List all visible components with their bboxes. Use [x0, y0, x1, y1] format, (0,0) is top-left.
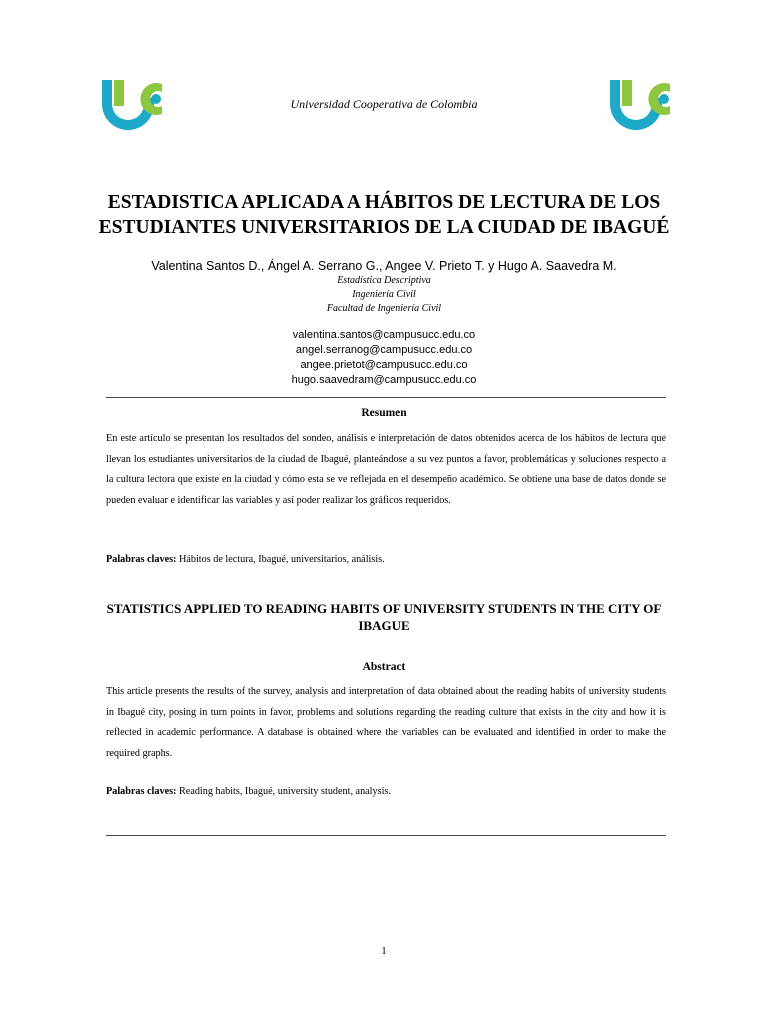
affiliation-line: Facultad de Ingeniería Civil: [326, 303, 442, 314]
email: valentina.santos@campusucc.edu.co: [292, 329, 476, 341]
resumen-body: En este artículo se presentan los resultados del sondeo, análisis e interpretación de datos obtenidos acerca de los hábitos de lectura que llevan los estudiantes universitarios de la ciudad de Ibagué, planteándose a su vez puntos a favor, problemáticas y soluciones respecto a la cultura lectora que existe en la ciudad y cómo esta se ve reflejada en el desempeño académico. Se obtiene una base de datos donde se pueden evaluar e identificar las variables y así poder realizar los gráficos requeridos.: [106, 433, 666, 506]
page-number: 1: [381, 945, 387, 957]
keywords-en: [106, 786, 666, 797]
abstract-body: This article presents the results of the survey, analysis and interpretation of data obtained about the reading habits of university students in Ibagué city, posing in turn points in favor, problems and solutions regarding the reading culture that exists in the city and how it is reflected in academic performance. A database is obtained where the variables can be evaluated and identified in order to make the required graphs.: [106, 686, 666, 759]
affiliation: [0, 274, 768, 316]
divider: [106, 397, 666, 398]
university-logo-right: [606, 74, 670, 134]
email: angee.prietot@campusucc.edu.co: [300, 359, 468, 371]
keywords-list: Hábitos de lectura, Ibagué, universitarios, análisis.: [176, 554, 385, 565]
email: hugo.saavedram@campusucc.edu.co: [291, 374, 477, 386]
authors: Valentina Santos D., Ángel A. Serrano G., Angee V. Prieto T. y Hugo A. Saavedra M.: [151, 259, 617, 273]
affiliation-line: Estadística Descriptiva: [337, 275, 431, 286]
divider: [106, 835, 666, 836]
keywords-list: Reading habits, Ibagué, university student, analysis.: [176, 786, 391, 797]
paper-title-line: ESTUDIANTES UNIVERSITARIOS DE LA CIUDAD DE IBAGUÉ: [98, 217, 670, 238]
paper-title: [60, 190, 708, 240]
resumen-heading: Resumen: [361, 407, 407, 419]
email: angel.serranog@campusucc.edu.co: [295, 344, 473, 356]
author-emails: [0, 328, 768, 388]
university-name: Universidad Cooperativa de Colombia: [290, 97, 478, 111]
abstract-heading: Abstract: [362, 661, 406, 673]
keywords-label: Palabras claves:: [106, 554, 177, 565]
affiliation-line: Ingeniería Civil: [352, 289, 416, 300]
english-title-line: IBAGUE: [358, 618, 410, 633]
keywords-label: Palabras claves:: [106, 786, 177, 797]
english-title: [80, 600, 688, 634]
paper-title-line: ESTADISTICA APLICADA A HÁBITOS DE LECTURA DE LOS: [107, 192, 661, 213]
english-title-line: STATISTICS APPLIED TO READING HABITS OF UNIVERSITY STUDENTS IN THE CITY OF: [106, 601, 662, 616]
keywords-es: [106, 554, 666, 565]
